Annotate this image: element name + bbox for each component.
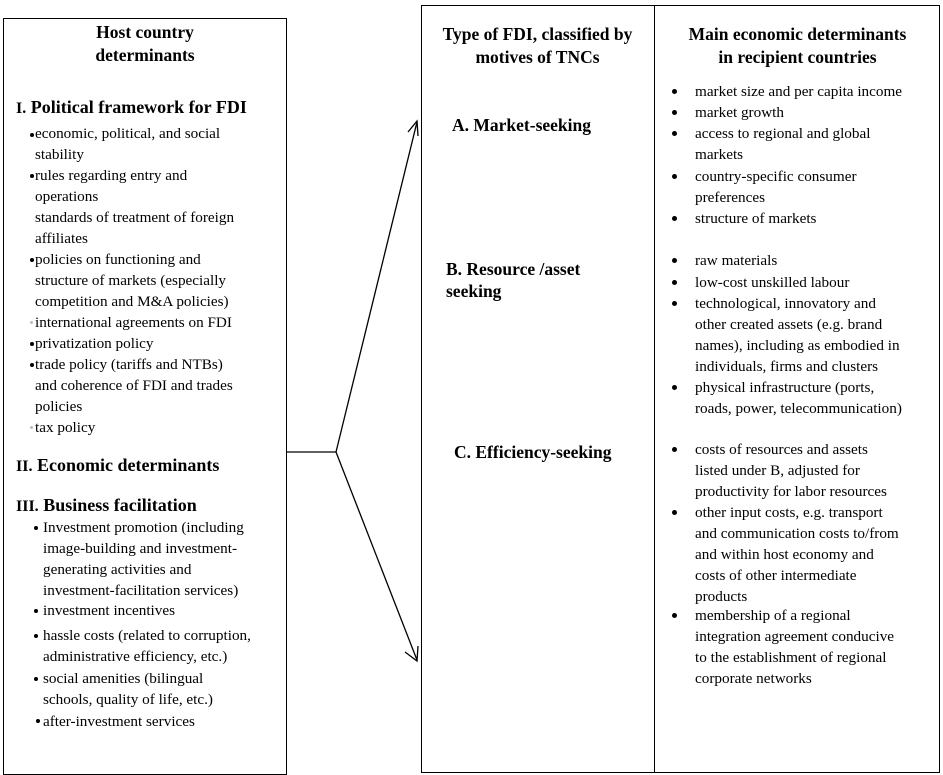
item-line: preferences — [695, 189, 765, 206]
list-item — [35, 417, 285, 438]
item-line: standards of treatment of foreign — [35, 209, 235, 226]
item-line: market size and per capita income — [695, 83, 903, 100]
list-item — [695, 293, 940, 377]
item-line: access to regional and global — [695, 125, 871, 142]
item-line: integration agreement conducive — [695, 628, 895, 645]
section-political-framework — [16, 96, 247, 120]
item-line: affiliates — [35, 230, 88, 247]
motive-resource-seeking — [446, 258, 580, 302]
item-line: membership of a regional — [695, 607, 851, 624]
item-line: international agreements on FDI — [35, 314, 232, 331]
arrow-down-line — [336, 452, 417, 660]
bullet-icon — [30, 133, 34, 137]
bullet-icon — [672, 110, 677, 115]
item-line: economic, political, and social — [35, 125, 221, 142]
item-line: markets — [695, 146, 744, 163]
list-item — [35, 354, 285, 417]
item-line: raw materials — [695, 252, 778, 269]
list-item — [35, 312, 285, 333]
determinants-title-line1: Main economic determinants — [688, 24, 907, 44]
section2-title: Economic determinants — [36, 455, 220, 475]
list-item — [35, 165, 285, 207]
item-line: structure of markets — [695, 210, 817, 227]
list-item — [35, 207, 285, 249]
list-item — [695, 250, 940, 271]
motive-efficiency-seeking — [454, 441, 611, 463]
bullet-icon — [36, 719, 40, 723]
item-line: corporate networks — [695, 670, 812, 687]
list-item — [695, 102, 940, 123]
fdi-type-title-line2: motives of TNCs — [475, 47, 600, 67]
item-line: competition and M&A policies) — [35, 293, 229, 310]
fdi-type-title-line1: Type of FDI, classified by — [442, 24, 633, 44]
list-item — [695, 502, 940, 607]
section1-number: I. — [16, 100, 27, 117]
list-item — [695, 605, 940, 689]
item-line: administrative efficiency, etc.) — [43, 648, 228, 665]
item-line: individuals, firms and clusters — [695, 358, 879, 375]
list-item — [35, 123, 285, 165]
item-line: costs of resources and assets — [695, 441, 868, 458]
item-line: products — [695, 588, 748, 605]
item-line: generating activities and — [43, 561, 192, 578]
bullet-icon — [672, 131, 677, 136]
motive-line: C. Efficiency-seeking — [454, 442, 612, 462]
list-item — [43, 668, 286, 710]
item-line: schools, quality of life, etc.) — [43, 691, 213, 708]
list-item — [43, 711, 286, 732]
list-item — [695, 272, 940, 293]
bullet-icon — [672, 613, 677, 618]
determinants-title — [655, 23, 940, 69]
list-item — [695, 166, 940, 208]
list-item — [695, 208, 940, 229]
section1-title: Political framework for FDI — [30, 97, 247, 117]
section3-title: Business facilitation — [43, 495, 197, 515]
item-line: technological, innovatory and — [695, 295, 876, 312]
item-line: stability — [35, 146, 84, 163]
item-line: Investment promotion (including — [43, 519, 244, 536]
item-line: productivity for labor resources — [695, 483, 887, 500]
bullet-icon — [30, 363, 34, 367]
bullet-icon — [672, 280, 677, 285]
section-economic-determinants — [16, 454, 219, 478]
item-line: investment incentives — [43, 602, 176, 619]
motive-line: A. Market-seeking — [452, 115, 592, 135]
item-line: hassle costs (related to corruption, — [43, 627, 251, 644]
arrow-up-head — [408, 121, 418, 136]
host-country-title-line2: determinants — [95, 45, 195, 65]
bullet-icon — [30, 426, 33, 429]
item-line: costs of other intermediate — [695, 567, 857, 584]
list-item — [695, 81, 940, 102]
bullet-icon — [34, 634, 38, 638]
item-line: policies on functioning and — [35, 251, 201, 268]
item-line: to the establishment of regional — [695, 649, 887, 666]
bullet-icon — [30, 258, 34, 262]
list-item — [695, 377, 940, 419]
item-line: market growth — [695, 104, 784, 121]
bullet-icon — [672, 301, 677, 306]
list-item — [43, 625, 286, 667]
list-item — [43, 600, 286, 621]
item-line: image-building and investment- — [43, 540, 238, 557]
item-line: privatization policy — [35, 335, 154, 352]
item-line: physical infrastructure (ports, — [695, 379, 875, 396]
determinants-title-line2: in recipient countries — [718, 47, 877, 67]
item-line: policies — [35, 398, 83, 415]
item-line: other input costs, e.g. transport — [695, 504, 883, 521]
section2-number: II. — [16, 458, 33, 475]
item-line: low-cost unskilled labour — [695, 274, 850, 291]
item-line: listed under B, adjusted for — [695, 462, 860, 479]
arrow-up-line — [336, 122, 417, 452]
bullet-icon — [672, 385, 677, 390]
item-line: and within host economy and — [695, 546, 874, 563]
item-line: operations — [35, 188, 99, 205]
bullet-icon — [34, 526, 38, 530]
list-item — [35, 333, 285, 354]
bullet-icon — [672, 174, 677, 179]
item-line: after-investment services — [43, 713, 195, 730]
bullet-icon — [672, 258, 677, 263]
motive-line: seeking — [446, 281, 502, 301]
host-country-title-line1: Host country — [96, 22, 194, 42]
item-line: country-specific consumer — [695, 168, 857, 185]
section3-number: III. — [16, 498, 39, 515]
bullet-icon — [672, 510, 677, 515]
item-line: trade policy (tariffs and NTBs) — [35, 356, 223, 373]
bullet-icon — [34, 677, 38, 681]
item-line: structure of markets (especially — [35, 272, 227, 289]
item-line: tax policy — [35, 419, 96, 436]
motive-line: B. Resource /asset — [446, 259, 581, 279]
host-country-title — [3, 21, 287, 67]
item-line: rules regarding entry and — [35, 167, 188, 184]
item-line: social amenities (bilingual — [43, 670, 204, 687]
bullet-icon — [672, 216, 677, 221]
bullet-icon — [34, 609, 38, 613]
list-item — [43, 517, 286, 601]
item-line: roads, power, telecommunication) — [695, 400, 902, 417]
list-item — [35, 249, 285, 312]
list-item — [695, 123, 940, 165]
motive-market-seeking — [452, 114, 591, 136]
item-line: investment-facilitation services) — [43, 582, 239, 599]
item-line: and communication costs to/from — [695, 525, 899, 542]
section-business-facilitation — [16, 494, 197, 518]
bullet-icon — [672, 447, 677, 452]
bullet-icon — [30, 321, 33, 324]
fdi-type-title — [421, 23, 654, 69]
bullet-icon — [30, 174, 34, 178]
item-line: other created assets (e.g. brand — [695, 316, 883, 333]
bullet-icon — [672, 89, 677, 94]
item-line: names), including as embodied in — [695, 337, 900, 354]
bullet-icon — [30, 342, 34, 346]
item-line: and coherence of FDI and trades — [35, 377, 233, 394]
list-item — [695, 439, 940, 502]
